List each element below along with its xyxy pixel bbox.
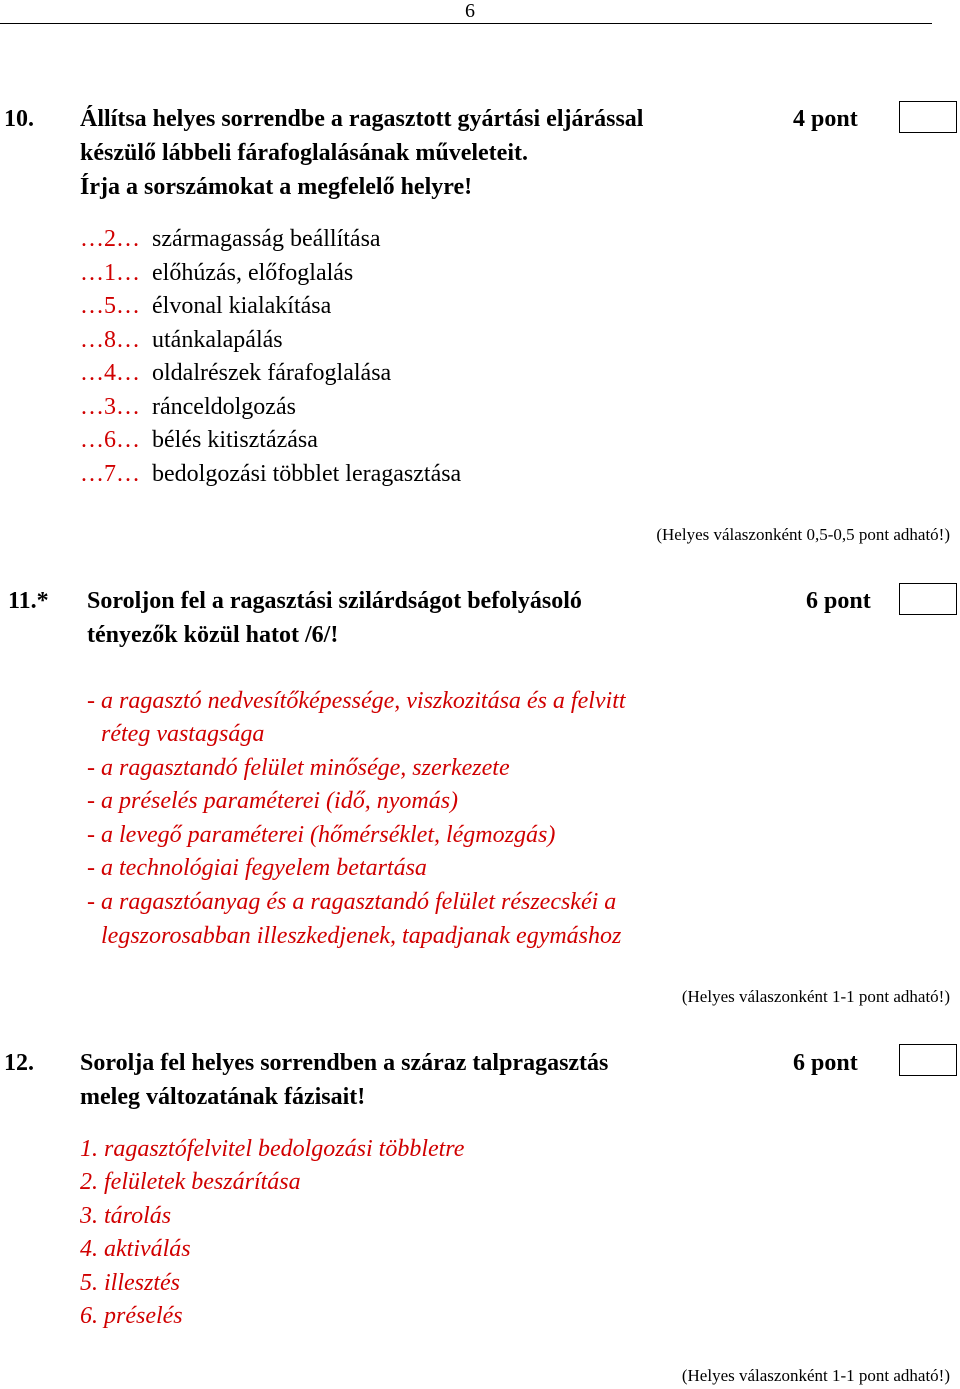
q10-line-3: Írja a sorszámokat a megfelelő helyre! <box>80 174 473 200</box>
q12-answer-line: 4. aktiválás <box>80 1236 191 1262</box>
q10-item: …7… bedolgozási többlet leragasztása <box>80 458 140 492</box>
q12-answer-line: 1. ragasztófelvitel bedolgozási többletre <box>80 1136 465 1162</box>
q11-answer-line: - a ragasztandó felület minősége, szerkezete <box>87 755 510 781</box>
q11-answer-line: - a ragasztó nedvesítőképessége, viszkozitása és a felvitt <box>87 688 626 714</box>
q10-number: 10. <box>4 106 34 132</box>
q10-score-box[interactable] <box>899 101 957 133</box>
q11-answer-line: - a levegő paraméterei (hőmérséklet, légmozgás) <box>87 822 556 848</box>
q10-item-number: 5 <box>104 293 116 319</box>
q10-item-number: 2 <box>104 226 116 252</box>
q11-line-1: Soroljon fel a ragasztási szilárdságot befolyásoló <box>87 588 582 614</box>
q10-item-text: oldalrészek fárafoglalása <box>152 360 392 386</box>
q12-answer-line: 2. felületek beszárítása <box>80 1169 301 1195</box>
q10-item-text: szármagasság beállítása <box>152 226 381 252</box>
q10-item-text: ránceldolgozás <box>152 394 296 420</box>
q11-answer-line: - a technológiai fegyelem betartása <box>87 855 427 881</box>
page-number: 6 <box>465 0 475 22</box>
header-rule <box>0 23 932 24</box>
q10-item-text: élvonal kialakítása <box>152 293 332 319</box>
q10-line-2: készülő lábbeli fárafoglalásának műveleteit. <box>80 140 528 166</box>
q10-item: …4… oldalrészek fárafoglalása <box>80 357 140 391</box>
q10-item-number: 4 <box>104 360 116 386</box>
q10-item-number: 6 <box>104 427 116 453</box>
q12-scoring-note: (Helyes válaszonként 1-1 pont adható!) <box>681 1366 950 1385</box>
q11-number: 11.* <box>8 588 49 614</box>
q10-line-1: Állítsa helyes sorrendbe a ragasztott gyártási eljárással <box>80 106 644 132</box>
q11-line-2: tényezők közül hatot /6/! <box>87 622 339 648</box>
q10-item-number: 3 <box>104 394 116 420</box>
q11-answer-line: - a préselés paraméterei (idő, nyomás) <box>87 788 459 814</box>
q11-score-box[interactable] <box>899 583 957 615</box>
q10-item-number: 7 <box>104 461 116 487</box>
q10-scoring-note: (Helyes válaszonként 0,5-0,5 pont adható!) <box>656 525 950 544</box>
q10-item: …1… előhúzás, előfoglalás <box>80 257 140 291</box>
q10-item: …6… bélés kitisztázása <box>80 424 140 458</box>
q12-points: 6 pont <box>793 1050 858 1076</box>
q10-item-number: 8 <box>104 327 116 353</box>
q10-item-text: bélés kitisztázása <box>152 427 318 453</box>
q12-number: 12. <box>4 1050 34 1076</box>
q11-answer-line: legszorosabban illeszkedjenek, tapadjanak egymáshoz <box>101 923 622 949</box>
q11-points: 6 pont <box>806 588 871 614</box>
q11-scoring-note: (Helyes válaszonként 1-1 pont adható!) <box>681 987 950 1006</box>
q10-item-text: utánkalapálás <box>152 327 283 353</box>
q12-answer-line: 6. préselés <box>80 1303 183 1329</box>
q10-points: 4 pont <box>793 106 858 132</box>
q12-line-2: meleg változatának fázisait! <box>80 1084 366 1110</box>
q10-item-number: 1 <box>104 260 116 286</box>
q10-item: …3… ránceldolgozás <box>80 391 140 425</box>
q10-item: …5… élvonal kialakítása <box>80 290 140 324</box>
q10-item: …8… utánkalapálás <box>80 324 140 358</box>
q12-answer-line: 5. illesztés <box>80 1270 180 1296</box>
q10-item: …2… szármagasság beállítása <box>80 223 140 257</box>
q12-answer-line: 3. tárolás <box>80 1203 172 1229</box>
q12-score-box[interactable] <box>899 1044 957 1076</box>
q11-answer-line: réteg vastagsága <box>101 721 265 747</box>
q11-answer-line: - a ragasztóanyag és a ragasztandó felület részecskéi a <box>87 889 617 915</box>
q10-item-text: előhúzás, előfoglalás <box>152 260 354 286</box>
q12-line-1: Sorolja fel helyes sorrendben a száraz talpragasztás <box>80 1050 609 1076</box>
q10-item-text: bedolgozási többlet leragasztása <box>152 461 462 487</box>
